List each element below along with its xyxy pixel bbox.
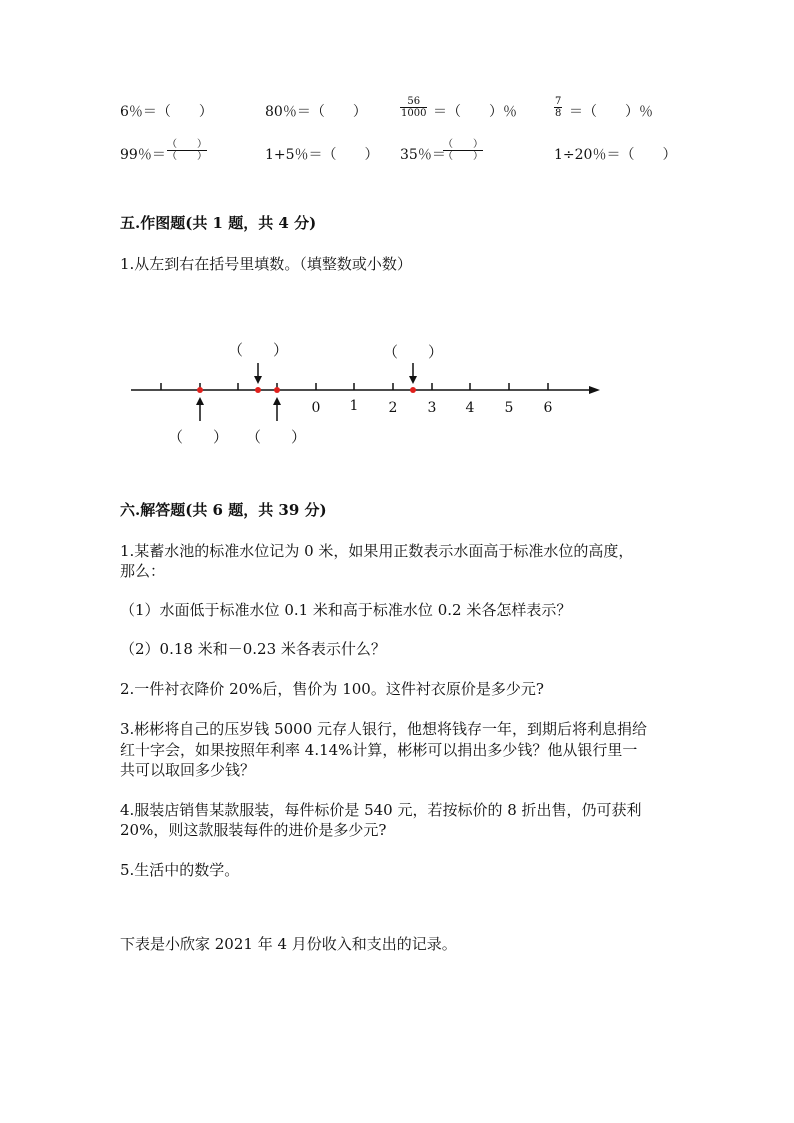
tick-label-0: 0 [311,400,321,416]
question4-line1: 4.服装店销售某款服装，每件标价是 540 元，若按标价的 8 折出售，仍可获利 [120,801,642,819]
tick-label-4: 4 [465,400,475,416]
fraction-blank-35 [443,139,483,162]
top-bracket: （ ） [227,341,289,359]
number-line-arrowhead [589,386,600,394]
tick-label-2: 2 [388,400,398,416]
tick-label-3: 3 [427,400,437,416]
conversion-1-plus-5-percent: 1+5％＝（ ） [265,147,379,163]
bottom-bracket: （ ） [245,428,307,446]
conversion-56-1000-answer: ＝（ ）％ [433,104,517,120]
question3-line1: 3.彬彬将自己的压岁钱 5000 元存人银行，他想将钱存一年，到期后将利息捐给 [120,720,648,738]
red-point [274,387,280,393]
conversion-80-percent: 80％＝（ ） [265,104,367,120]
question1-sub2: （2）0.18 米和－0.23 米各表示什么？ [120,640,386,658]
bottom-bracket: （ ） [167,428,229,446]
conversion-1-div-20-percent: 1÷20％＝（ ） [554,147,677,163]
question2: 2.一件衬衣降价 20%后，售价为 100。这件衬衣原价是多少元? [120,680,544,698]
up-arrow-icon-head [196,397,204,405]
fraction-numerator: 56 [407,96,421,107]
question1-line1: 1.某蓄水池的标准水位记为 0 米，如果用正数表示水面高于标准水位的高度， [120,542,634,560]
tick-label-6: 6 [543,400,553,416]
conversion-99-percent: 99％＝ [120,147,166,163]
down-arrow-icon-head [409,376,417,384]
tick-label-5: 5 [504,400,514,416]
section5-question1: 1.从左到右在括号里填数。（填整数或小数） [120,255,412,273]
section5-title: 五.作图题(共 1 题，共 4 分) [120,214,317,232]
question4-line2: 20%，则这款服装每件的进价是多少元? [120,821,387,839]
section6-title: 六.解答题(共 6 题，共 39 分) [120,501,327,519]
up-arrow-icon-head [273,397,281,405]
number-line-figure [0,330,794,460]
question3-line3: 共可以取回多少钱？ [120,761,256,779]
fraction-denominator: 8 [555,108,562,119]
fraction-numerator: （ ） [443,139,483,150]
question3-line2: 红十字会，如果按照年利率 4.14%计算，彬彬可以捐出多少钱？他从银行里一 [120,741,638,759]
fraction-numerator: 7 [555,96,562,107]
fraction-denominator: 1000 [401,108,427,119]
red-point [255,387,261,393]
fraction-denominator: （ ） [167,151,207,162]
question1-line2: 那么： [120,562,166,580]
fraction-blank-99 [167,139,207,162]
question5: 5.生活中的数学。 [120,861,240,879]
fraction-numerator: （ ） [167,139,207,150]
red-point [197,387,203,393]
tick-label-1: 1 [349,398,359,414]
red-point [410,387,416,393]
question1-sub1: （1）水面低于标准水位 0.1 米和高于标准水位 0.2 米各怎样表示？ [120,601,572,619]
number-line-ticks [161,383,548,390]
top-bracket: （ ） [382,343,444,361]
fraction-7-8 [554,96,562,119]
question5-intro: 下表是小欣家 2021 年 4 月份收入和支出的记录。 [120,935,457,953]
fraction-denominator: （ ） [443,151,483,162]
conversion-6-percent: 6％＝（ ） [120,104,213,120]
fraction-56-1000 [400,96,427,119]
down-arrow-icon-head [254,376,262,384]
conversion-35-percent: 35％＝ [400,147,446,163]
conversion-7-8-answer: ＝（ ）％ [569,104,653,120]
